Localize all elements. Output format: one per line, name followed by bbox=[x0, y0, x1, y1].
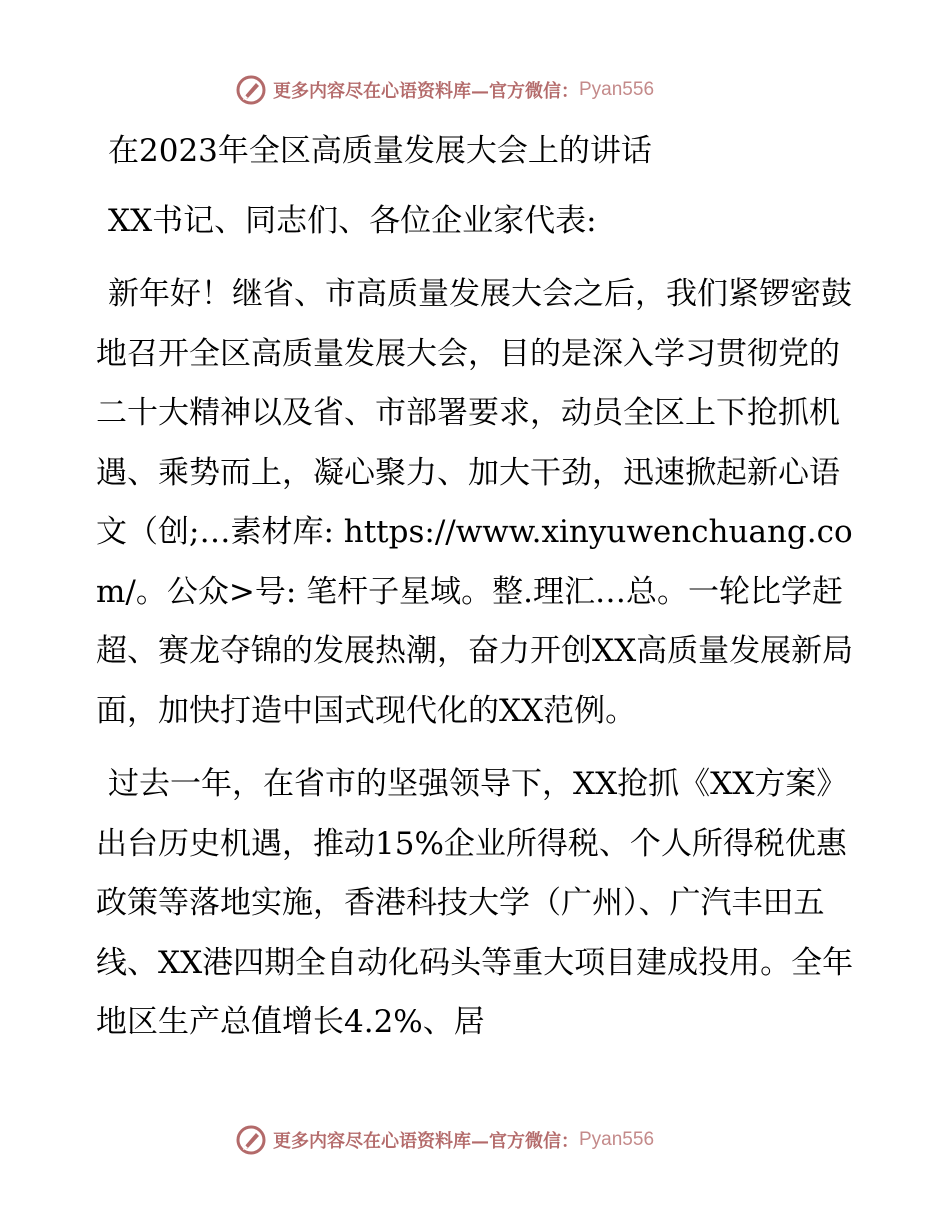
paragraph-1: 新年好！继省、市高质量发展大会之后，我们紧锣密鼓地召开全区高质量发展大会，目的是深入学习贯彻党的二十大精神以及省、市部署要求，动员全区上下抢抓机遇、乘势而上，凝心聚力、加大干劲，迅速掀起新心语文（创;…素材库: https://www.xinyuwenchuang.com/。公众>号: 笔杆子星域。整.理汇…总。一轮比学赶超、赛龙夺锦的发展热潮，奋力开创XX高质量发展新局面，加快打造中国式现代化的XX范例。 bbox=[96, 276, 854, 729]
document-body bbox=[96, 122, 856, 1067]
banner-account: Pyan556 bbox=[579, 79, 655, 100]
banner-text: 更多内容尽在心语资料库—官方微信： bbox=[273, 81, 579, 102]
banner-account: Pyan556 bbox=[579, 1129, 655, 1150]
pen-logo-icon bbox=[235, 74, 267, 106]
header-watermark-banner bbox=[235, 72, 654, 108]
pen-logo-icon bbox=[235, 1124, 267, 1156]
page-title: 在2023年全区高质量发展大会上的讲话 bbox=[108, 133, 652, 169]
footer-watermark-banner bbox=[235, 1122, 654, 1158]
banner-text: 更多内容尽在心语资料库—官方微信： bbox=[273, 1131, 579, 1152]
paragraph-2: 过去一年，在省市的坚强领导下，XX抢抓《XX方案》出台历史机遇，推动15%企业所得税、个人所得税优惠政策等落地实施，香港科技大学（广州）、广汽丰田五线、XX港四期全自动化码头等重大项目建成投用。全年地区生产总值增长4.2%、居 bbox=[96, 766, 854, 1040]
greeting-line: XX书记、同志们、各位企业家代表: bbox=[108, 202, 597, 239]
